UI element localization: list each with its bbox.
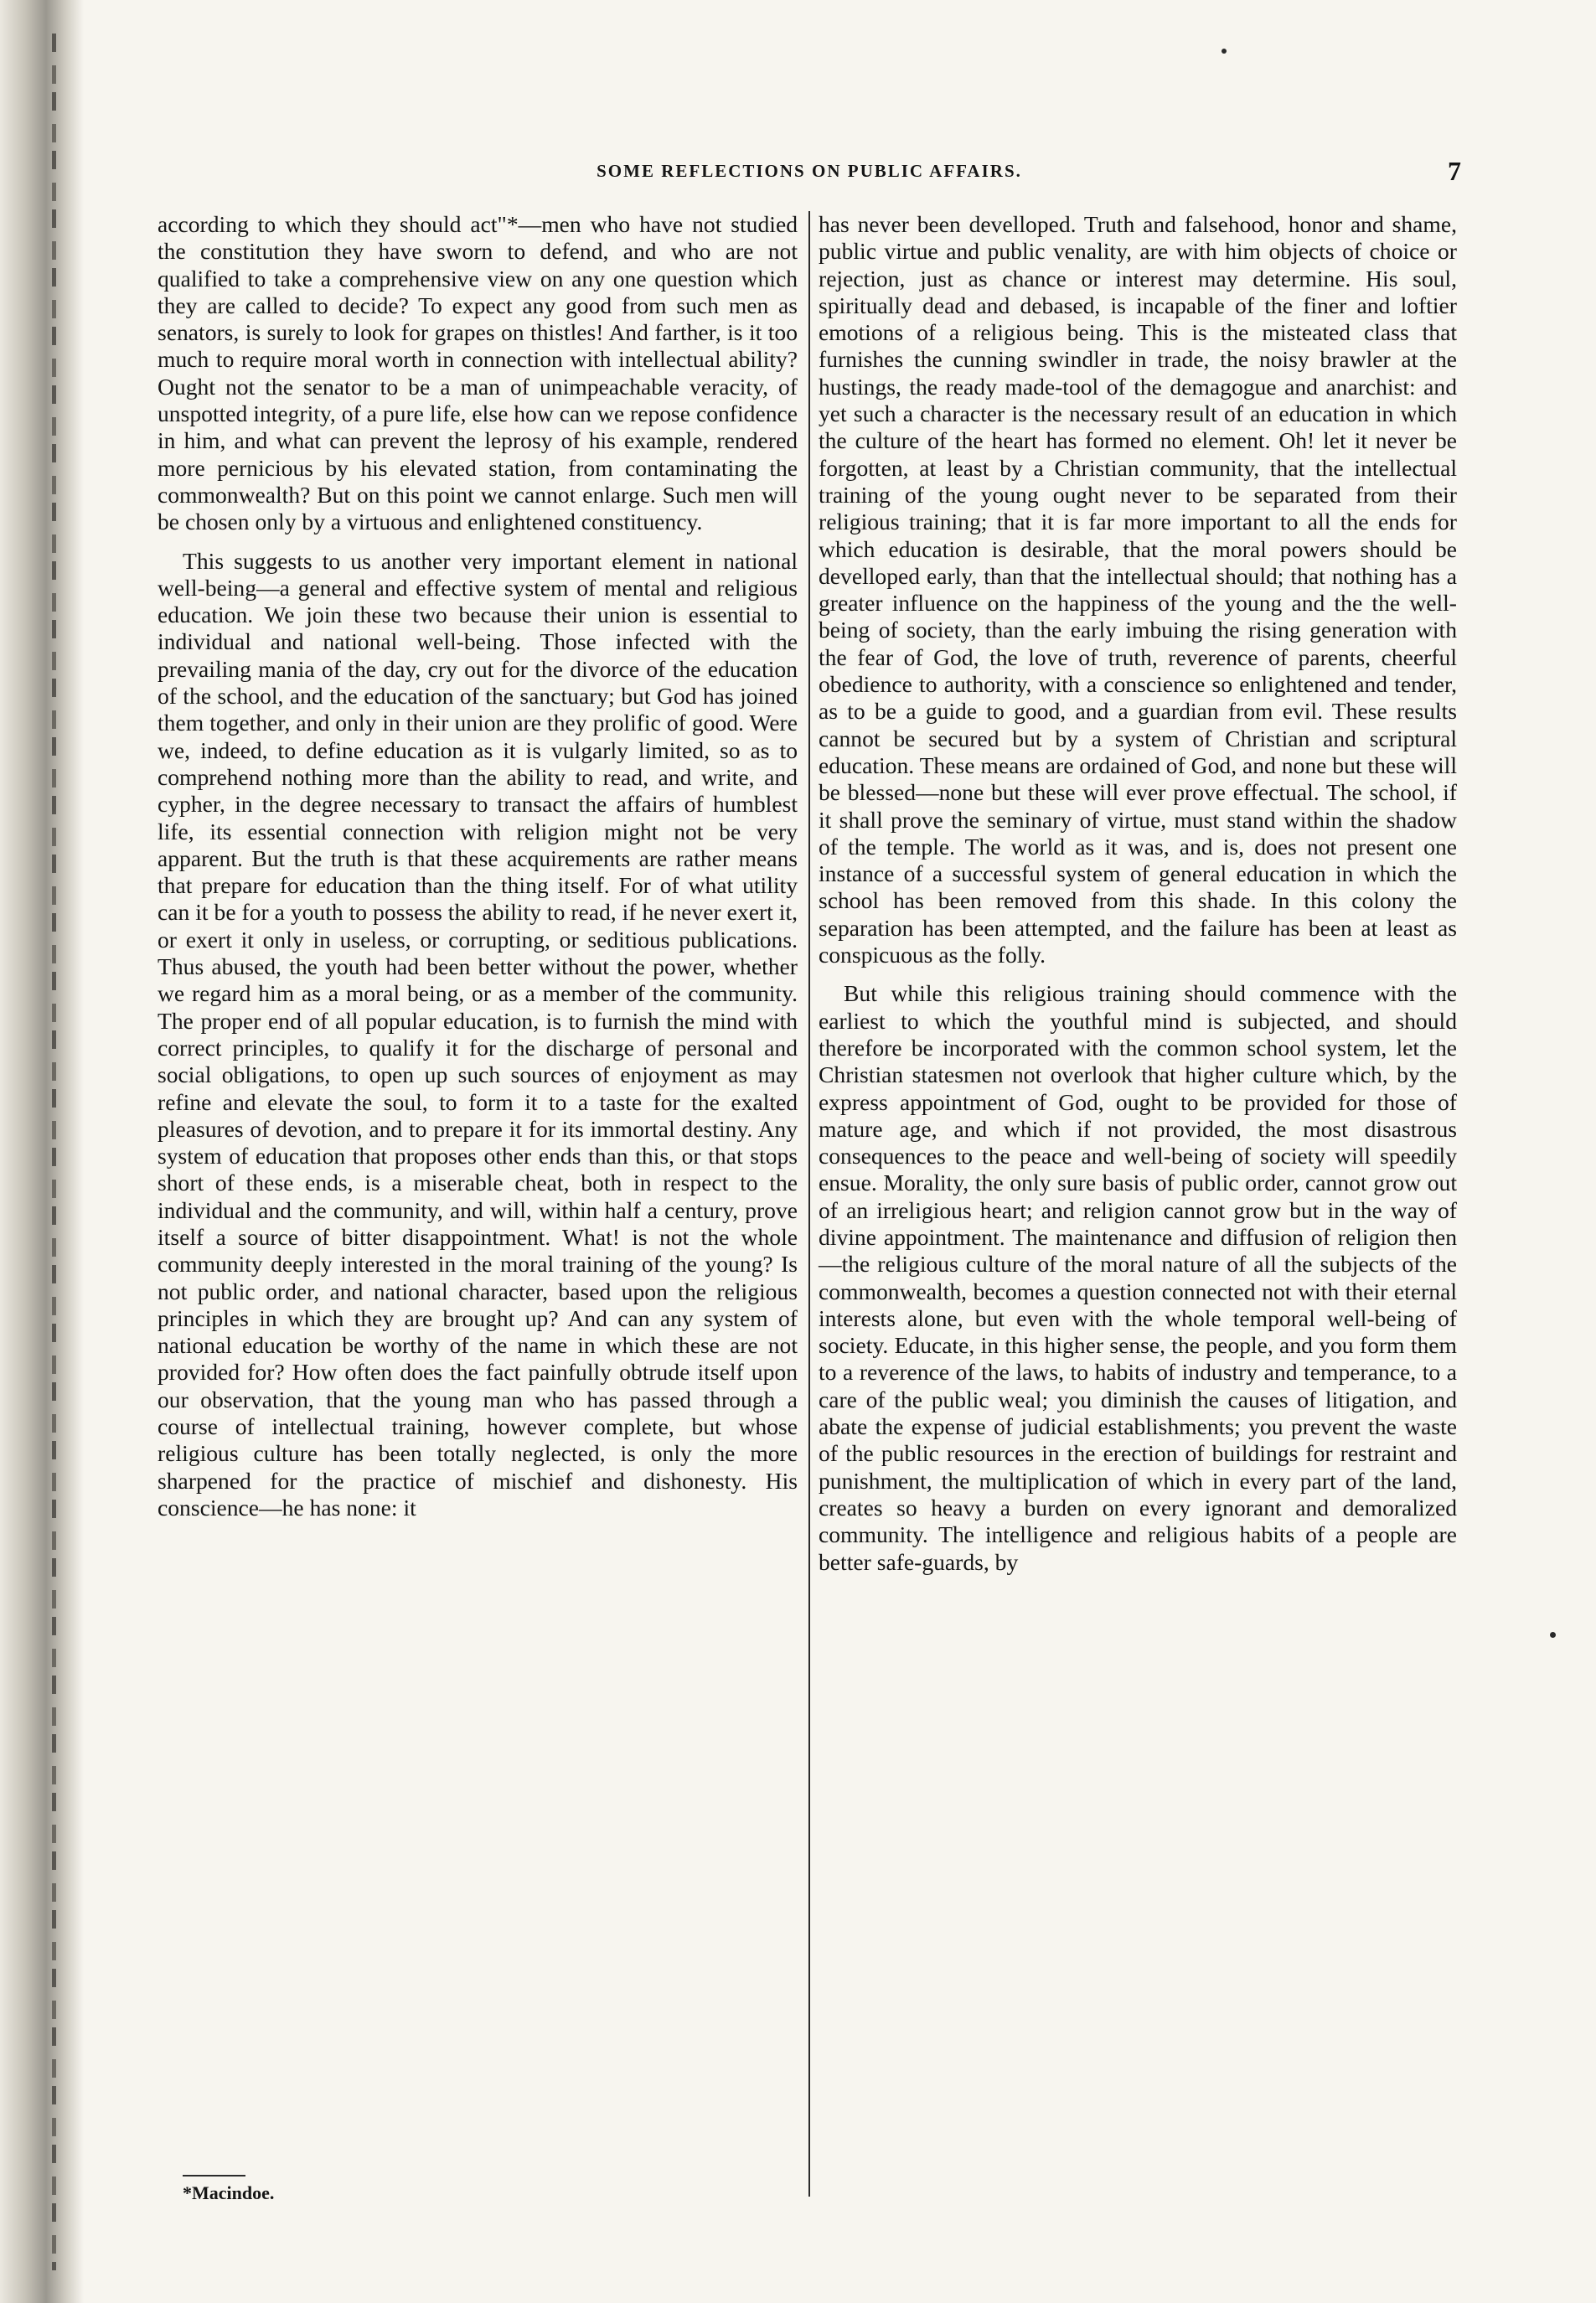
right-column [819,211,1457,1576]
ink-speck [1550,1632,1556,1638]
running-title: SOME REFLECTIONS ON PUBLIC AFFAIRS. [597,161,1022,181]
page-number: 7 [1448,156,1461,186]
paragraph: But while this religious training should commence with the earliest to which the youthful mind is subjected, and should therefore be incorporated with the common school system, let the Christian statesmen not overlook that higher culture which, by the express appointment of God, ought to be provided for those of mature age, and which if not provided, the most disastrous consequences to the peace and well-being of society will speedily ensue. Morality, the only sure basis of public order, cannot grow out of an irreligious heart; and religion cannot grow but in the way of divine appointment. The maintenance and diffusion of religion then—the religious culture of the moral nature of all the subjects of the commonwealth, becomes a question connected not with their eternal interests alone, but even with the whole temporal well-being of society. Educate, in this higher sense, the people, and you form them to a reverence of the laws, to habits of industry and temperance, to a care of the public weal; you diminish the causes of litigation, and abate the expense of judicial establishments; you prevent the waste of the public resources in the erection of buildings for restraint and punishment, the multiplication of which in every part of the land, creates so heavy a burden on every ignorant and demoralized community. The intelligence and religious habits of a people are better safe-guards, by [819,980,1457,1575]
left-column [158,211,798,1521]
paragraph: has never been develloped. Truth and falsehood, honor and shame, public virtue and public venality, are with him objects of choice or rejection, just as chance or interest may determine. His soul, spiritually dead and debased, is incapable of the finer and loftier emotions of a religious being. This is the misteated class that furnishes the cunning swindler in trade, the noisy brawler at the hustings, the ready made-tool of the demagogue and anarchist: and yet such a character is the necessary result of an education in which the culture of the heart has formed no element. Oh! let it never be forgotten, at least by a Christian community, that the intellectual training of the young ought never to be separated from their religious training; that it is far more important to all the ends for which education is desirable, that the moral powers should be develloped early, than that the intellectual should; that nothing has a greater influence on the happiness of the young and the the well-being of society, than the early imbuing the rising generation with the fear of God, the love of truth, reverence of parents, cheerful obedience to authority, with a conscience so enlightened and tender, as to be a guide to good, and a guardian from evil. These results cannot be secured but by a system of Christian and scriptural education. These means are ordained of God, and none but these will be blessed—none but these will ever prove effectual. The school, if it shall prove the seminary of virtue, must stand within the shadow of the temple. The world as it was, and is, does not present one instance of a successful system of general education in which the school has been removed from this shade. In this colony the separation has been attempted, and the failure has been at least as conspicuous as the folly. [819,211,1457,968]
footnote: *Macindoe. [183,2182,275,2203]
paragraph: This suggests to us another very important element in national well-being—a general and effective system of mental and religious education. We join these two because their union is essential to individual and national well-being. Those infected with the prevailing mania of the day, cry out for the divorce of the education of the school, and the education of the sanctuary; but God has joined them together, and only in their union are they prolific of good. Were we, indeed, to define education as it is vulgarly limited, so as to comprehend nothing more than the ability to read, and write, and cypher, in the degree necessary to transact the affairs of humblest life, its essential connection with religion might not be very apparent. But the truth is that these acquirements are rather means that prepare for education than the thing itself. For of what utility can it be for a youth to possess the ability to read, if he never exert it, or exert it only in useless, or corrupting, or seditious publications. Thus abused, the youth had been better without the power, whether we regard him as a moral being, or as a member of the community. The proper end of all popular education, is to furnish the mind with correct principles, to qualify it for the discharge of personal and social obligations, to open up such sources of enjoyment as may refine and elevate the soul, to form it to a taste for the exalted pleasures of devotion, and to prepare it for its immortal destiny. Any system of education that proposes other ends than this, or that stops short of these ends, is a miserable cheat, both in respect to the individual and the community, and will, within half a century, prove itself a source of bitter disappointment. What! is not the whole community deeply interested in the moral training of the young? Is not public order, and national character, based upon the religious principles in which they are brought up? And can any system of national education be worthy of the name in which these are not provided for? How often does the fact painfully obtrude itself upon our observation, that the young man who has passed through a course of intellectual training, however complete, but whose religious culture has been totally neglected, is only the more sharpened for the practice of mischief and dishonesty. His conscience—he has none: it [158,547,798,1521]
column-divider [808,211,810,2197]
book-binding-edge [0,0,84,2303]
page-header [158,156,1461,194]
ink-speck [1222,49,1227,54]
footnote-rule [183,2175,245,2176]
paragraph: according to which they should act"*—men who have not studied the constitution they have sworn to defend, and who are not qualified to take a comprehensive view on any one question which they are called to decide? To expect any good from such men as senators, is surely to look for grapes on thistles! And farther, is it too much to require moral worth in connection with intellectual ability? Ought not the senator to be a man of unimpeachable veracity, of unspotted integrity, of a pure life, else how can we repose confidence in him, and what can prevent the leprosy of his example, rendered more pernicious by his elevated station, from contaminating the commonwealth? But on this point we cannot enlarge. Such men will be chosen only by a virtuous and enlightened constituency. [158,211,798,535]
